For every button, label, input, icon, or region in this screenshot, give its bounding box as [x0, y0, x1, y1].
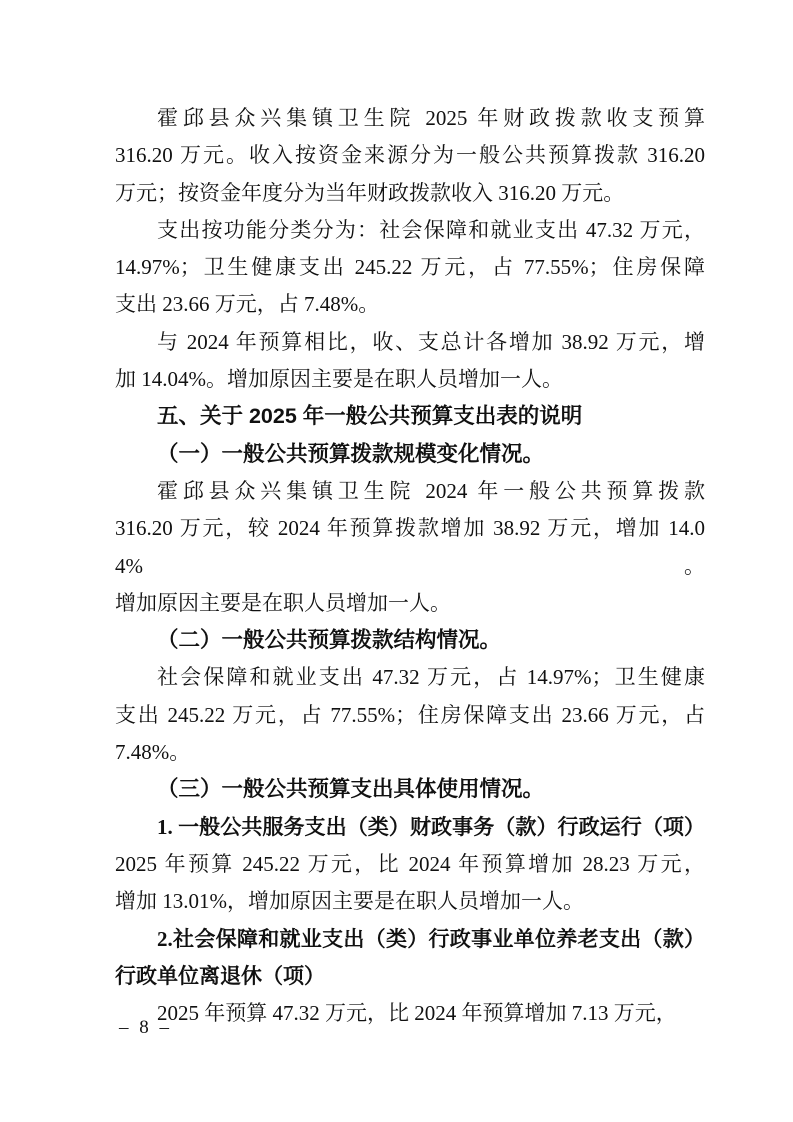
text-line: 支出 245.22 万元，占 77.55%；住房保障支出 23.66 万元，占 — [115, 702, 705, 727]
item-heading-line: 1. 一般公共服务支出（类）财政事务（款）行政运行（项） — [157, 814, 705, 839]
subsection-heading: （三）一般公共预算支出具体使用情况。 — [157, 777, 545, 802]
text-line: 316.20 万元。收入按资金来源分为一般公共预算拨款 316.20 — [115, 143, 705, 168]
para-item-1-general-public-services — [115, 809, 705, 921]
para-expenditure-by-function — [115, 212, 705, 324]
para-comparison-with-2024 — [115, 324, 705, 399]
heading-sub-two — [115, 622, 705, 659]
para-item-2-budget-detail — [115, 995, 705, 1032]
page-number: – 8 – — [119, 1017, 172, 1038]
heading-sub-three — [115, 771, 705, 808]
heading-section-five — [115, 398, 705, 435]
item-heading-line: 2.社会保障和就业支出（类）行政事业单位养老支出（款） — [157, 926, 705, 951]
subsection-heading: （一）一般公共预算拨款规模变化情况。 — [157, 441, 545, 466]
text-line: 霍邱县众兴集镇卫生院 2024 年一般公共预算拨款 — [157, 478, 705, 503]
para-appropriation-structure — [115, 659, 705, 771]
para-item-2-social-security-title — [115, 921, 705, 996]
text-line: 2025 年预算 245.22 万元，比 2024 年预算增加 28.23 万元， — [115, 851, 705, 876]
text-line: 2025 年预算 47.32 万元，比 2024 年预算增加 7.13 万元， — [157, 1001, 677, 1026]
text-line: 14.97%；卫生健康支出 245.22 万元，占 77.55%；住房保障 — [115, 255, 705, 280]
para-appropriation-scale-change — [115, 473, 705, 622]
text-line: 7.48%。 — [115, 740, 191, 765]
text-line: 万元；按资金年度分为当年财政拨款收入 316.20 万元。 — [115, 180, 625, 205]
text-line: 支出按功能分类分为：社会保障和就业支出 47.32 万元， — [157, 217, 705, 242]
document-body — [115, 100, 705, 1032]
text-line: 与 2024 年预算相比，收、支总计各增加 38.92 万元，增 — [157, 329, 705, 354]
item-heading-line: 行政单位离退休（项） — [115, 963, 325, 988]
text-line: 增加原因主要是在职人员增加一人。 — [115, 590, 451, 615]
para-fiscal-appropriation-overview — [115, 100, 705, 212]
text-line: 社会保障和就业支出 47.32 万元，占 14.97%；卫生健康 — [157, 665, 705, 690]
subsection-heading: （二）一般公共预算拨款结构情况。 — [157, 628, 502, 653]
text-line: 霍邱县众兴集镇卫生院 2025 年财政拨款收支预算 — [157, 106, 705, 130]
text-line: 增加 13.01%，增加原因主要是在职人员增加一人。 — [115, 889, 584, 914]
section-heading: 五、关于 2025 年一般公共预算支出表的说明 — [157, 404, 583, 429]
text-line: 支出 23.66 万元，占 7.48%。 — [115, 292, 380, 317]
text-line: 加 14.04%。增加原因主要是在职人员增加一人。 — [115, 367, 563, 392]
text-line: 316.20 万元，较 2024 年预算拨款增加 38.92 万元，增加 14.04%。 — [115, 516, 705, 578]
heading-sub-one — [115, 436, 705, 473]
